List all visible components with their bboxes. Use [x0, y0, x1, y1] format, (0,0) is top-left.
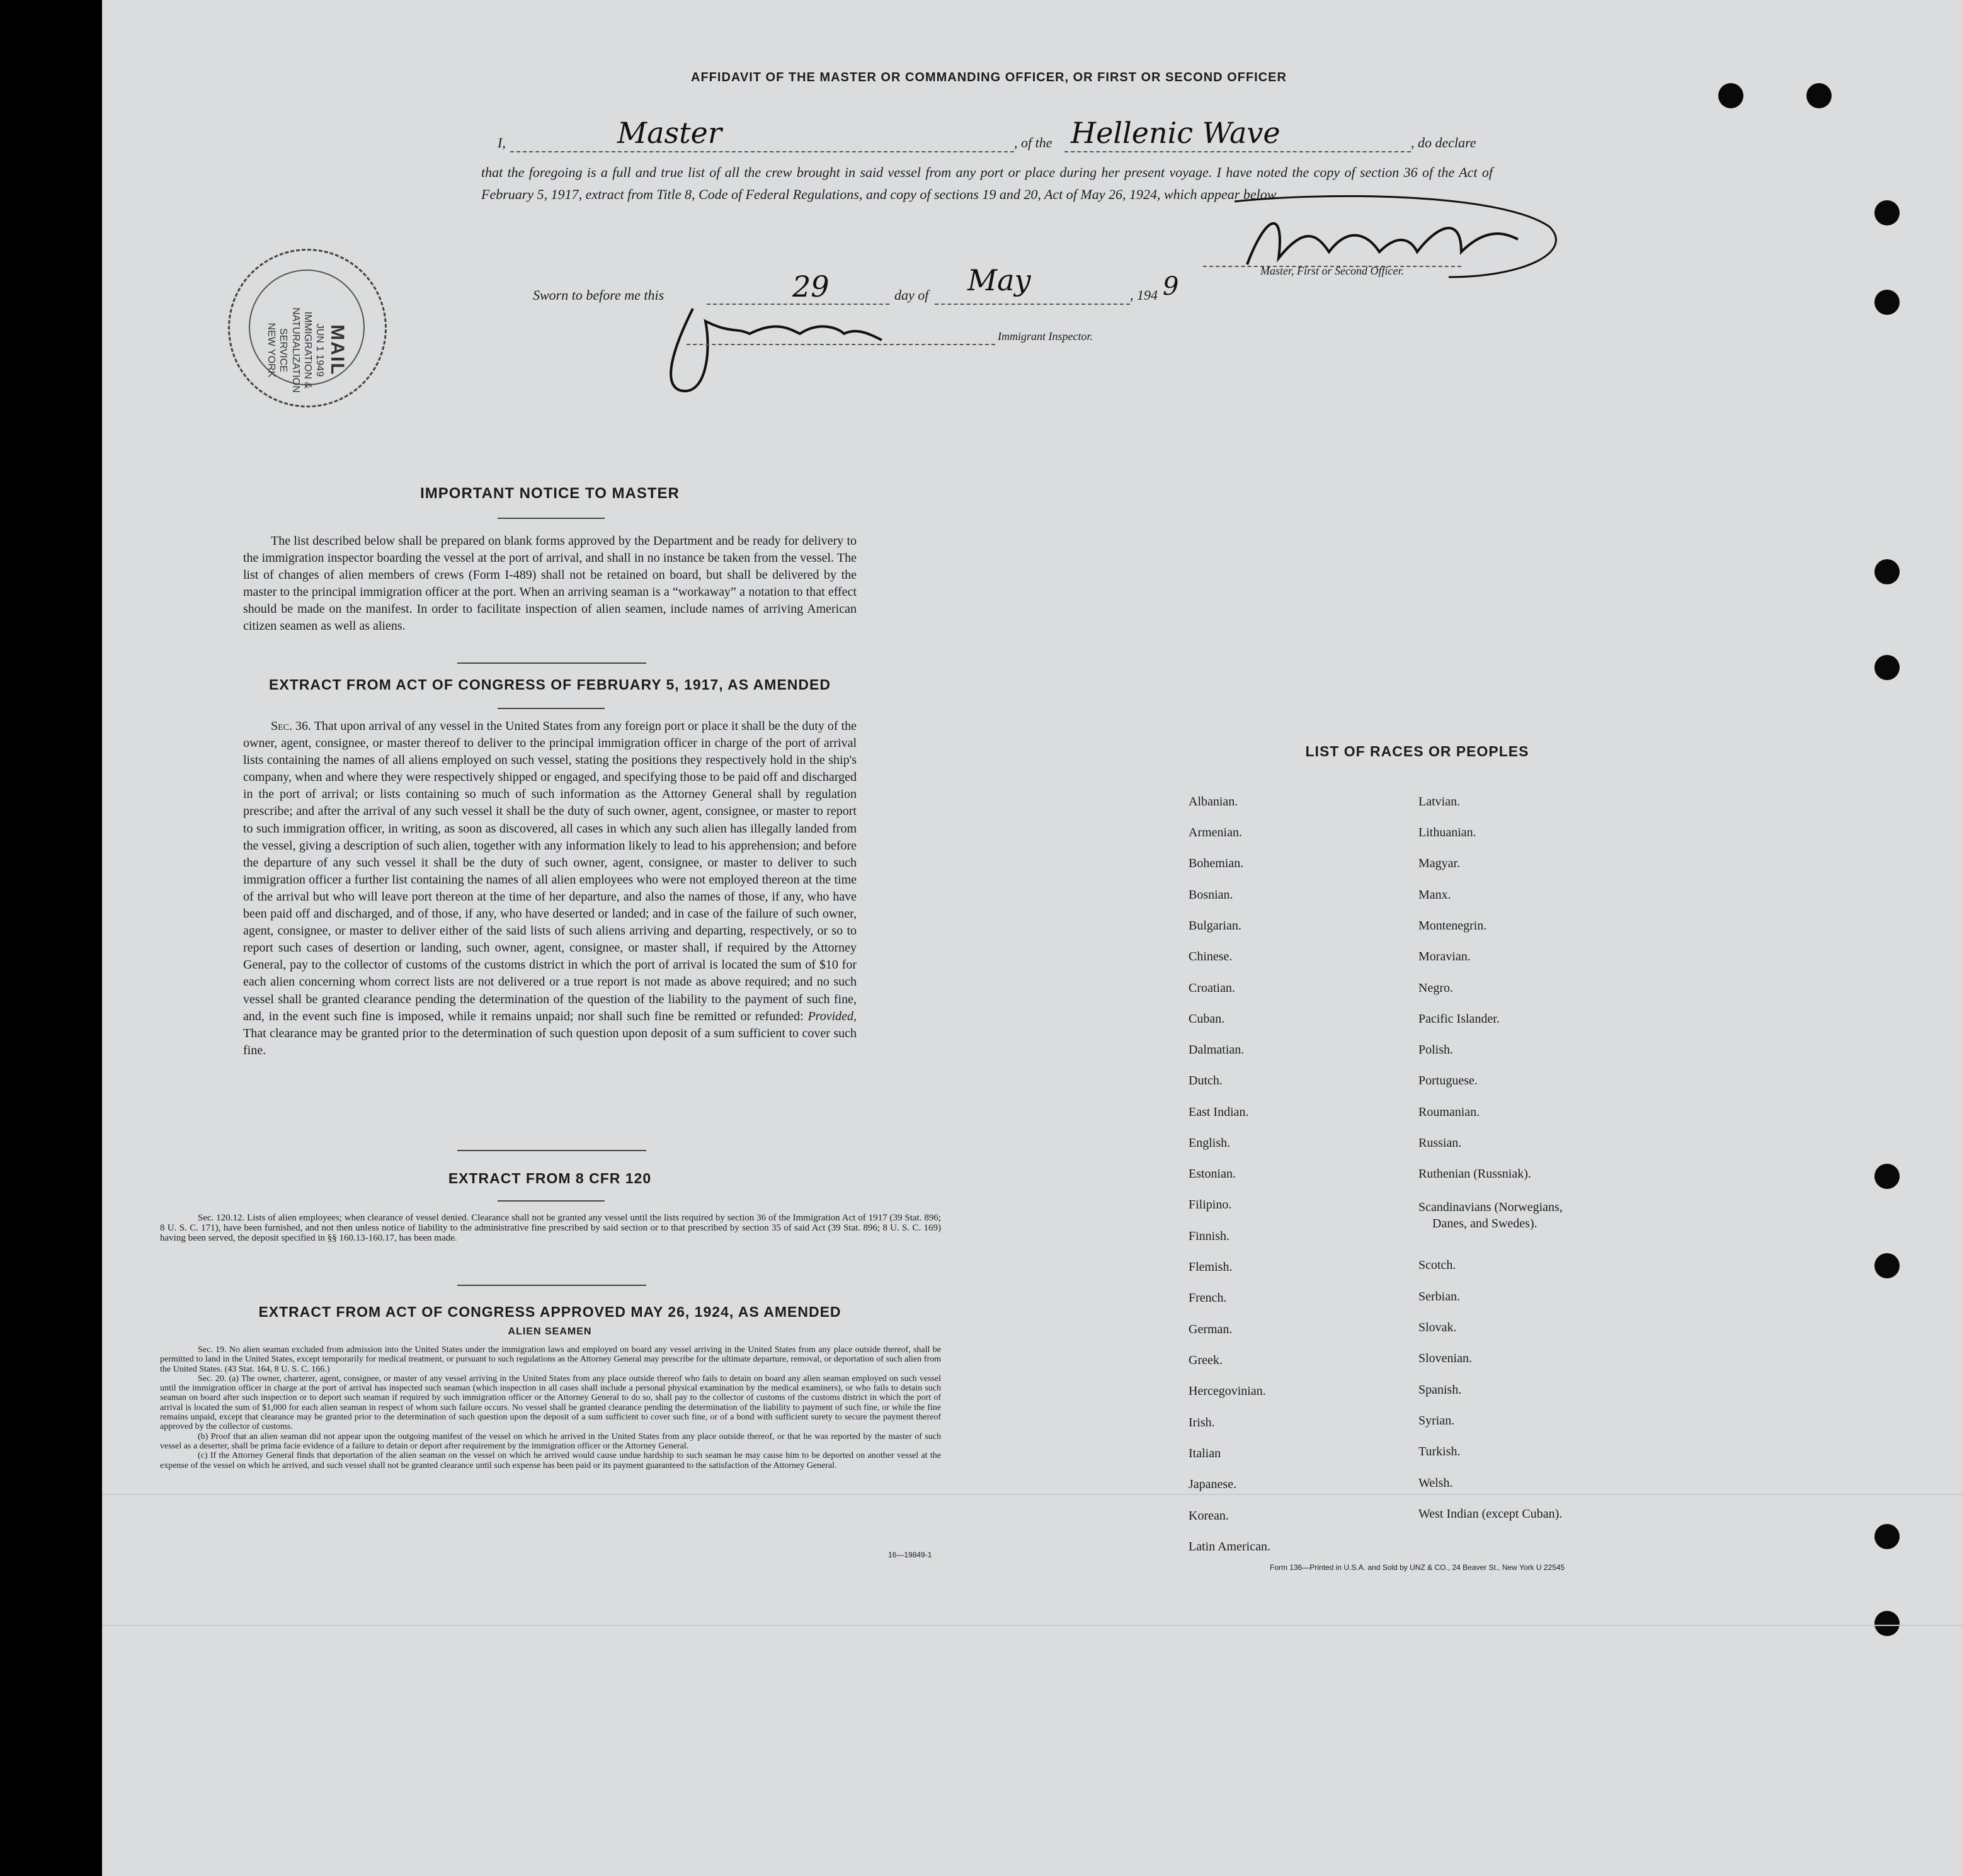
race-item: Dutch. — [1189, 1074, 1223, 1088]
extract-1924-title: EXTRACT FROM ACT OF CONGRESS APPROVED MAY 26, 1924, AS AMENDED — [258, 1304, 841, 1320]
mail-stamp — [228, 249, 387, 407]
punch-hole — [1874, 290, 1900, 315]
race-item: Moravian. — [1418, 950, 1471, 964]
race-item: Spanish. — [1418, 1383, 1462, 1397]
race-item: English. — [1189, 1136, 1231, 1150]
stamp-line: NEW YORK — [266, 322, 277, 378]
race-item: Ruthenian (Russniak). — [1418, 1167, 1531, 1181]
bottom-band-line — [102, 1625, 1962, 1626]
race-item: Armenian. — [1189, 826, 1242, 839]
notice-body — [243, 533, 857, 635]
sworn-year-prefix: , 194 — [1130, 287, 1158, 303]
punch-hole — [1874, 1253, 1900, 1278]
day-of-label: day of — [894, 287, 929, 303]
stamp-line: IMMIGRATION & — [302, 311, 313, 389]
race-item: Chinese. — [1189, 950, 1233, 964]
race-item: Russian. — [1418, 1136, 1462, 1150]
stamp-word: MAIL — [326, 324, 348, 376]
signature-label: Master, First or Second Officer. — [1260, 264, 1404, 277]
punch-hole — [1718, 83, 1743, 108]
race-item: Bulgarian. — [1189, 919, 1241, 933]
race-item: Turkish. — [1418, 1445, 1461, 1458]
extract-1924-body — [160, 1345, 941, 1470]
extract-1917-end-rule — [457, 1150, 646, 1151]
of-the-label: , of the — [1014, 135, 1052, 151]
declarant-pronoun: I, — [498, 135, 506, 151]
vessel-line — [1064, 151, 1411, 152]
stamp-text — [265, 293, 348, 407]
vessel-handwritten: Hellenic Wave — [1071, 116, 1280, 150]
extract-cfr-end-rule — [457, 1285, 646, 1286]
race-item: Montenegrin. — [1418, 919, 1487, 933]
race-item: Estonian. — [1189, 1167, 1236, 1181]
race-item: Bohemian. — [1189, 856, 1244, 870]
race-item: Lithuanian. — [1418, 826, 1476, 839]
race-item: Croatian. — [1189, 981, 1235, 995]
race-item: Cuban. — [1189, 1012, 1225, 1026]
officer-handwritten: Master — [617, 116, 722, 150]
race-item: Flemish. — [1189, 1260, 1233, 1274]
race-item: Japanese. — [1189, 1477, 1237, 1491]
race-item: Dalmatian. — [1189, 1043, 1245, 1057]
stamp-line: NATURALIZATION — [290, 307, 301, 393]
notice-title-rule — [498, 518, 605, 519]
stamp-line: SERVICE — [278, 327, 289, 372]
affidavit-title: AFFIDAVIT OF THE MASTER OR COMMANDING OFFICER, OR FIRST OR SECOND OFFICER — [691, 71, 1287, 84]
stamp-date: JUN 1 1949 — [314, 323, 325, 377]
race-item: Syrian. — [1418, 1414, 1455, 1428]
race-item: Slovenian. — [1418, 1351, 1472, 1365]
form-note: Form 136—Printed in U.S.A. and Sold by UNZ & CO., 24 Beaver St., New York U 22545 — [1270, 1563, 1565, 1572]
punch-hole — [1874, 655, 1900, 680]
sworn-prefix: Sworn to before me this — [533, 287, 664, 303]
sec-36-text: That upon arrival of any vessel in the United States from any foreign port or place it shall be the duty of the owner, agent, consignee, or master thereof to deliver to the principal immigration officer in charge of the port of arrival lists containing the names of all aliens employed on such vessel, stating the positions they respectively hold in the ship's company, when and where they were respectively shipped or engaged, and specifying those to be paid off and discharged in the port of arrival; or lists containing so much of such information as the Attorney General shall by regulation prescribe; and after the arrival of any such vessel it shall be the duty of such owner, agent, consignee, or master to report to such immigration officer, in writing, as soon as discovered, all cases in which any such alien has illegally landed from the vessel, giving a description of such alien, together with any information likely to lead to his apprehension; and before the departure of any such vessel it shall be the duty of such owner, agent, consignee, or master to deliver to such immigration officer a further list containing the names of all alien employees who were not employed thereon at the time of the arrival but who will leave port thereon at the time of her departure, and also the names of those, if any, who have been paid off and discharged, and of those, if any, who have deserted or landed; and in case of the failure of such owner, agent, consignee, or master to deliver either of the said lists of such aliens arriving and departing, respectively, or so to report such cases of desertion or landing, such owner, agent, consignee, or master shall, if required by the Attorney General, pay to the collector of customs of the customs district in which the port of arrival is located the sum of $10 for each alien concerning whom correct lists are not delivered or a true report is not made as above required; and no such vessel shall be granted clearance pending the determination of the question of the liability to the payment of such fine, and, in the event such fine is imposed, while it remains unpaid; nor shall such fine be remitted or refunded: — [243, 719, 857, 1023]
extract-1917-rule — [498, 708, 605, 709]
notice-title: IMPORTANT NOTICE TO MASTER — [420, 485, 680, 502]
race-item: East Indian. — [1189, 1105, 1249, 1119]
inspector-line — [687, 344, 995, 345]
race-item: Manx. — [1418, 888, 1451, 902]
race-item: Danes, and Swedes). — [1432, 1217, 1537, 1231]
race-item: Italian — [1189, 1447, 1221, 1460]
sec-19-text: Sec. 19. No alien seaman excluded from admission into the United States under the immigration laws and employed on board any vessel arriving in the United States from any place outside thereof, shall be permitted to land in the United States, except temporarily for medical treatment, or pursuant to such regulations as the Attorney General may prescribe for the ultimate departure, removal, or deportation of such alien from the United States. (43 Stat. 164, 8 U. S. C. 166.) — [160, 1345, 941, 1374]
race-item: Negro. — [1418, 981, 1453, 995]
stamp-inner-ring — [249, 270, 365, 393]
race-item: Roumanian. — [1418, 1105, 1480, 1119]
sworn-day-handwritten: 29 — [792, 270, 830, 304]
inspector-label: Immigrant Inspector. — [998, 330, 1093, 343]
race-item: Polish. — [1418, 1043, 1454, 1057]
extract-1917-title: EXTRACT FROM ACT OF CONGRESS OF FEBRUARY 5, 1917, AS AMENDED — [269, 676, 831, 693]
sec-36-text-end: That clearance may be granted prior to the determination of such question upon deposit of a sum sufficient to cover such fine. — [243, 1026, 857, 1057]
race-item: Latin American. — [1189, 1540, 1270, 1554]
race-item: Welsh. — [1418, 1476, 1453, 1490]
punch-hole — [1874, 1611, 1900, 1636]
extract-1917-body — [243, 718, 857, 1059]
race-item: Korean. — [1189, 1509, 1229, 1523]
sworn-year-handwritten: 9 — [1163, 272, 1179, 301]
race-item: Scandinavians (Norwegians, — [1418, 1200, 1563, 1214]
race-item: Magyar. — [1418, 856, 1461, 870]
race-item: Hercegovinian. — [1189, 1384, 1266, 1398]
declaration-text: that the foregoing is a full and true list of all the crew brought in said vessel from any port or place during her present voyage. I have noted the copy of section 36 of the Act of February 5, 1917, extract from Title 8, Code of Federal Regulations, and copy of sections 19 and 20, Act of May 26, 1924, which appear below. — [481, 164, 1493, 202]
race-item: Scotch. — [1418, 1258, 1456, 1272]
race-item: Finnish. — [1189, 1229, 1230, 1243]
extract-cfr-body: Sec. 120.12. Lists of alien employees; when clearance of vessel denied. Clearance shall not be granted any vessel until the lists required by section 36 of the Immigration Act of 1917 (39 Stat. 896; 8 U. S. C. 171), have been furnished, and not then unless notice of liability to the administrative fine prescribed by said section or to that prescribed by section 35 of said Act (39 Stat. 896; 8 U. S. C. 169) having been served, the deposit specified in §§ 160.13-160.17, has been made. — [160, 1213, 941, 1243]
sec-36-label: Sec. 36. — [271, 719, 312, 733]
race-item: Irish. — [1189, 1416, 1215, 1430]
sec-20c-text: (c) If the Attorney General finds that deportation of the alien seaman on the vessel on which he arrived would cause undue hardship to such seaman he may cause him to be deported on another vessel at the expense of the vessel on which he arrived, and such vessel shall not be granted clearance until such expense has been paid or its payment guaranteed to the satisfaction of the Attorney General. — [160, 1451, 941, 1470]
punch-hole — [1806, 83, 1832, 108]
race-item: Greek. — [1189, 1353, 1223, 1367]
officer-line — [510, 151, 1014, 152]
bottom-band-line — [102, 1494, 1962, 1495]
race-item: Pacific Islander. — [1418, 1012, 1500, 1026]
race-item: Bosnian. — [1189, 888, 1233, 902]
master-signature — [1197, 189, 1587, 296]
punch-hole — [1874, 1524, 1900, 1549]
race-item: German. — [1189, 1322, 1233, 1336]
race-item: Portuguese. — [1418, 1074, 1478, 1088]
do-declare-label: , do declare — [1411, 135, 1476, 151]
sworn-month-handwritten: May — [967, 263, 1031, 297]
extract-cfr-rule — [498, 1200, 605, 1202]
provided-word: Provided, — [807, 1009, 857, 1023]
print-code: 16—19849-1 — [888, 1550, 932, 1559]
punch-hole — [1874, 200, 1900, 225]
race-item: Albanian. — [1189, 795, 1238, 809]
race-item: Slovak. — [1418, 1321, 1457, 1334]
alien-seamen-subtitle: ALIEN SEAMEN — [508, 1326, 592, 1337]
sec-20b-text: (b) Proof that an alien seaman did not appear upon the outgoing manifest of the vessel on which he arrived in the United States from any place outside thereof, or that he was reported by the master of such vessel as a deserter, shall be prima facie evidence of a failure to detain or deport after requirement by the immigration officer or the Attorney General. — [160, 1431, 941, 1451]
punch-hole — [1874, 1164, 1900, 1189]
race-item: West Indian (except Cuban). — [1418, 1507, 1563, 1521]
inspector-signature — [655, 296, 894, 397]
race-item: Filipino. — [1189, 1198, 1232, 1212]
race-item: Latvian. — [1418, 795, 1461, 809]
punch-hole — [1874, 559, 1900, 584]
notice-paragraph: The list described below shall be prepared on blank forms approved by the Department and be ready for delivery to the immigration inspector boarding the vessel at the port of arrival, and shall in no instance be taken from the vessel. The list of changes of alien members of crews (Form I-489) shall not be retained on board, but shall be delivered by the master to the principal immigration officer at the port. When an arriving seaman is a “workaway” a notation to that effect should be made on the manifest. In order to facilitate inspection of alien seamen, include names of arriving American citizen seamen as well as aliens. — [243, 534, 857, 633]
notice-end-rule — [457, 662, 646, 664]
races-title: LIST OF RACES OR PEOPLES — [1305, 743, 1529, 759]
race-item: French. — [1189, 1291, 1227, 1305]
race-item: Serbian. — [1418, 1290, 1461, 1304]
sworn-month-line — [935, 304, 1130, 305]
sec-20a-text: Sec. 20. (a) The owner, charterer, agent, consignee, or master of any vessel arriving in the United States from any place outside thereof who fails to detain on board any alien seaman employed on such vessel until the immigration officer in charge at the port of arrival has inspected such seaman (which inspection in all cases shall include a personal physical examination by the medical examiners), or who fails to detain such seaman on board after such inspection or to deport such seaman if required by such immigration officer or the Attorney General to do so, shall pay to the collector of customs of the customs district in which the port of arrival is located the sum of $1,000 for each alien seaman in respect of whom such failure occurs. No vessel shall be granted clearance pending the determination of the liability to payment of such fine, or while the fine remains unpaid, except that clearance may be granted prior to the determination of such question upon the deposit of a sum sufficient to cover such fine, or of a bond with sufficient surety to secure the payment thereof approved by the collector of customs. — [160, 1373, 941, 1432]
extract-cfr-title: EXTRACT FROM 8 CFR 120 — [448, 1170, 652, 1186]
